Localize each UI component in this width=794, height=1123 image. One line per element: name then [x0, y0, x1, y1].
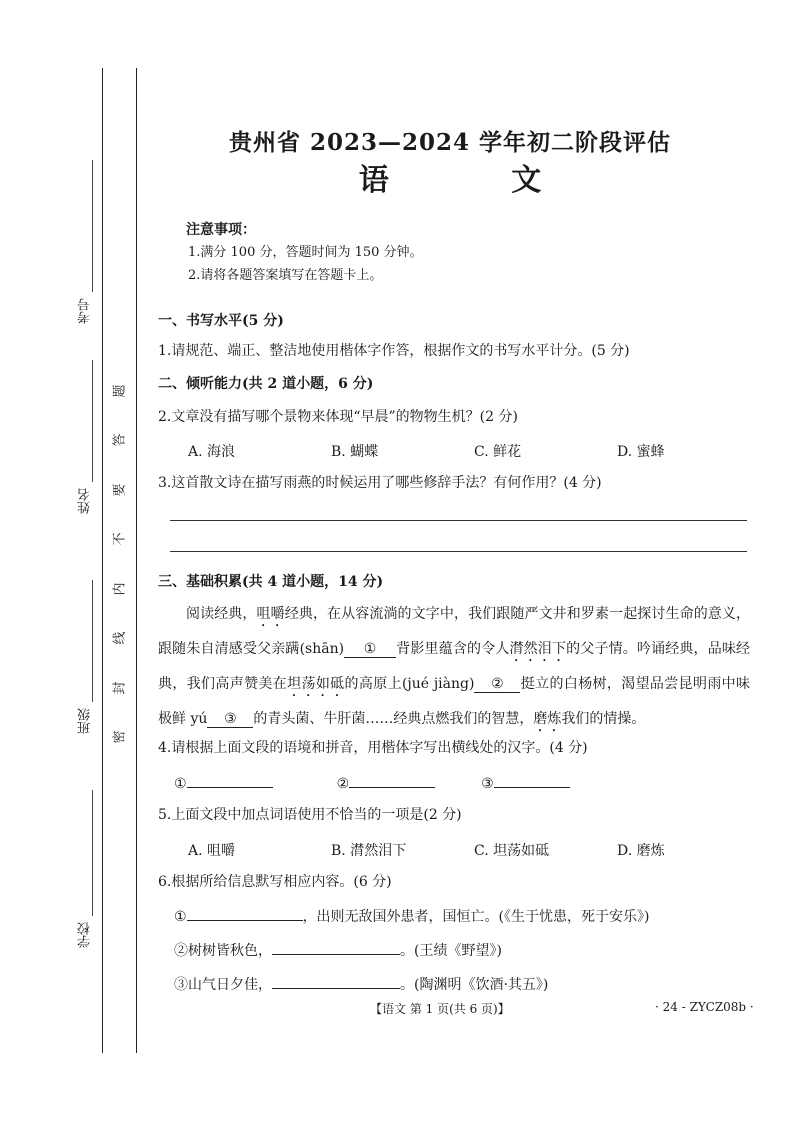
recite-item-3	[174, 974, 548, 994]
exam-code: · 24 - ZYCZ08b ·	[655, 1000, 754, 1014]
blank-2[interactable]: ②	[474, 676, 520, 693]
answer-mark-1: ①	[174, 776, 187, 792]
school-label: 学校	[78, 922, 93, 948]
seal-char: 内	[112, 582, 128, 596]
seal-char: 线	[112, 631, 128, 645]
question-4-answers	[174, 773, 570, 793]
recite-prefix: ①	[174, 909, 187, 925]
recite-prefix: ③山气日夕佳，	[174, 977, 272, 993]
passage-text: 我们的情操。	[561, 711, 646, 727]
answer-mark-3: ③	[481, 776, 494, 792]
question-5-options	[188, 840, 708, 860]
name-blank[interactable]	[92, 360, 93, 482]
recite-item-1	[174, 906, 650, 926]
passage-text: 经典，在从容流淌的文字中，我们跟随严文井和罗素一起探讨生命的意义，跟随朱自清感受父亲蹒(shān)	[158, 606, 751, 657]
binding-line-right	[136, 68, 137, 1053]
recite-blank-1[interactable]	[187, 906, 303, 921]
section-1-heading: 一、书写水平(5 分)	[158, 313, 284, 329]
exam-title: 贵州省 2023—2024 学年初二阶段评估	[228, 129, 672, 156]
question-3: 3.这首散文诗在描写雨燕的时候运用了哪些修辞手法？有何作用？(4 分)	[158, 475, 602, 491]
passage-text: 的青头菌、牛肝菌……经典点燃我们的智慧，	[253, 711, 534, 727]
seal-char: 答	[112, 433, 128, 447]
option-c[interactable]: C. 鲜花	[474, 444, 522, 460]
question-2-options	[188, 441, 708, 461]
seal-line-notice	[113, 384, 129, 744]
marked-word-1: 咀嚼	[256, 606, 285, 622]
page-footer: 【语文 第 1 页(共 6 页)】	[370, 1002, 510, 1016]
recite-blank-3[interactable]	[272, 974, 400, 989]
exam-number-label: 考号	[78, 298, 93, 324]
school-blank[interactable]	[92, 790, 93, 916]
option-a[interactable]: A. 咀嚼	[188, 843, 236, 859]
exam-number-blank[interactable]	[92, 160, 93, 292]
question-6: 6.根据所给信息默写相应内容。(6 分)	[158, 874, 392, 890]
seal-char: 密	[112, 730, 128, 744]
question-5: 5.上面文段中加点词语使用不恰当的一项是(2 分)	[158, 807, 462, 823]
section-3-heading: 三、基础积累(共 4 道小题，14 分)	[158, 574, 384, 590]
class-blank[interactable]	[92, 580, 93, 702]
question-2: 2.文章没有描写哪个景物来体现“早晨”的物物生机？(2 分)	[158, 409, 518, 425]
class-label: 班级	[78, 708, 93, 734]
passage-text: 挺立的白杨树，渴望品尝昆明雨中味极鲜 yú	[158, 676, 751, 727]
recite-blank-2[interactable]	[272, 940, 400, 955]
recite-item-2	[174, 940, 502, 960]
seal-char: 题	[112, 384, 128, 398]
marked-word-3: 坦荡如砥	[287, 676, 345, 692]
passage-text: 阅读经典，	[186, 606, 257, 622]
option-b[interactable]: B. 潸然泪下	[331, 843, 407, 859]
answer-mark-2: ②	[336, 776, 350, 792]
option-d[interactable]: D. 磨炼	[617, 843, 665, 859]
binding-line-left	[102, 68, 103, 1053]
marked-word-2: 潸然泪下	[509, 641, 567, 657]
name-label: 姓名	[78, 488, 93, 514]
recite-suffix: 。(陶渊明《饮酒·其五》)	[400, 977, 549, 993]
option-b[interactable]: B. 蝴蝶	[331, 444, 379, 460]
recite-suffix: 。(王绩《野望》)	[400, 943, 502, 959]
seal-char: 封	[112, 681, 128, 695]
answer-blank-2[interactable]	[349, 773, 435, 788]
passage-text: 的高原上(jué jiàng)	[344, 676, 475, 692]
notice-item-1: 1.满分 100 分，答题时间为 150 分钟。	[188, 245, 423, 260]
passage-text: 的父子情。吟诵经典，品味经典，我们高声赞美在	[158, 641, 751, 692]
seal-char: 不	[112, 532, 128, 546]
recite-suffix: ，出则无敌国外患者，国恒亡。(《生于忧患，死于安乐》)	[302, 909, 650, 925]
answer-line-2[interactable]	[170, 551, 747, 552]
option-a[interactable]: A. 海浪	[188, 444, 236, 460]
reading-passage	[158, 597, 750, 737]
seal-char: 要	[112, 483, 128, 497]
blank-3[interactable]: ③	[207, 711, 253, 728]
subject-title: 语 文	[358, 163, 598, 198]
section-2-heading: 二、倾听能力(共 2 道小题，6 分)	[158, 376, 374, 392]
answer-line-1[interactable]	[170, 520, 747, 521]
passage-text: 背影里蕴含的令人	[396, 641, 510, 657]
answer-blank-3[interactable]	[494, 773, 570, 788]
answer-blank-1[interactable]	[187, 773, 273, 788]
notice-heading: 注意事项：	[186, 222, 256, 238]
marked-word-4: 磨炼	[533, 711, 562, 727]
option-d[interactable]: D. 蜜蜂	[617, 444, 665, 460]
recite-prefix: ②树树皆秋色，	[174, 943, 272, 959]
question-4: 4.请根据上面文段的语境和拼音，用楷体字写出横线处的汉字。(4 分)	[158, 740, 588, 756]
notice-item-2: 2.请将各题答案填写在答题卡上。	[188, 268, 383, 283]
blank-1[interactable]: ①	[344, 641, 396, 658]
question-1: 1.请规范、端正、整洁地使用楷体字作答，根据作文的书写水平计分。(5 分)	[158, 343, 630, 359]
option-c[interactable]: C. 坦荡如砥	[474, 843, 550, 859]
